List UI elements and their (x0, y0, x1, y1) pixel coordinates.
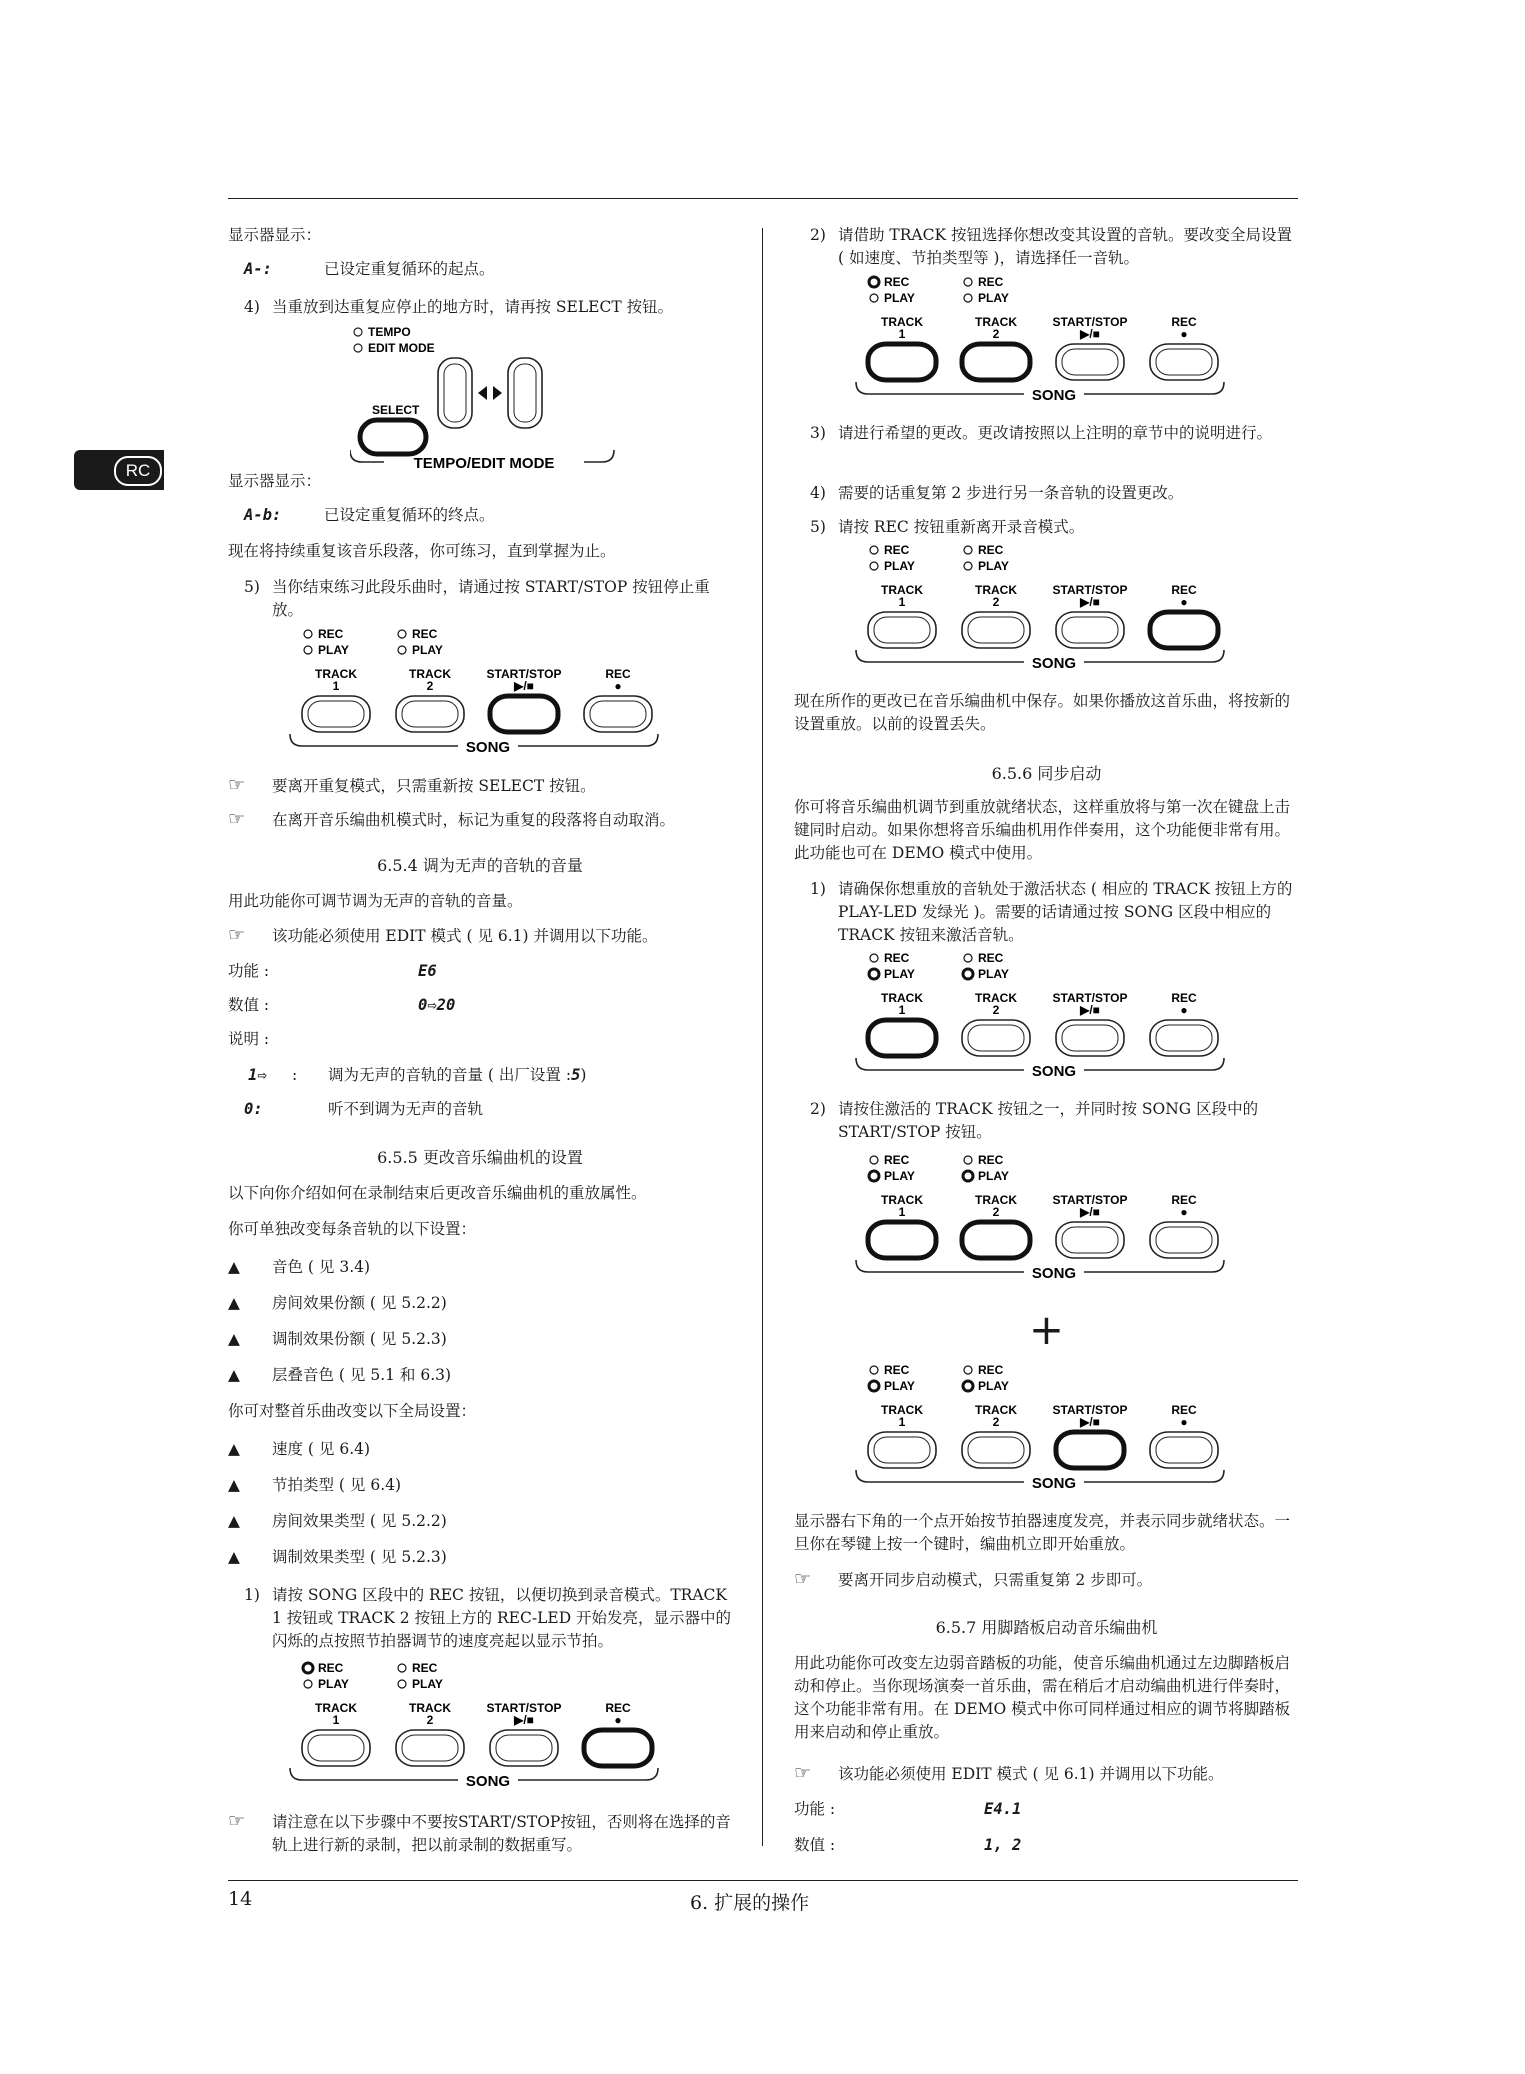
rec-led-label: REC (318, 627, 344, 641)
track2-number: 2 (992, 1205, 1000, 1219)
display-label: 显示器显示： (228, 226, 322, 244)
play-stop-icon: ▶/■ (1080, 1205, 1100, 1219)
section-text: 显示器右下角的一个点开始按节拍器速度发亮，并表示同步就绪状态。一旦你在琴键上按一个键时，编曲机立即开始重放。 (794, 1512, 1291, 1553)
play-led-icon (398, 1680, 406, 1688)
track1-button[interactable] (868, 1432, 936, 1468)
desc-text: 调为无声的音轨的音量 ( 出厂设置 : (328, 1066, 572, 1084)
note-text: 要离开同步启动模式，只需重复第 2 步即可。 (838, 1571, 1153, 1589)
play-led-icon (398, 646, 406, 654)
song-section-label: SONG (465, 1773, 511, 1790)
rec-led-icon (964, 278, 972, 286)
track1-label: TRACK (315, 667, 357, 681)
play-stop-icon: ▶/■ (1080, 1415, 1100, 1429)
track1-button[interactable] (868, 1222, 936, 1258)
track2-number: 2 (992, 595, 1000, 609)
play-led-icon (964, 294, 972, 302)
language-badge (74, 450, 164, 490)
rec-button-label: REC (605, 1701, 631, 1715)
start-stop-button[interactable] (490, 696, 558, 732)
section-heading-6-5-7: 6.5.7 用脚踏板启动音乐编曲机 (935, 1618, 1158, 1637)
list-item: 调制效果类型 ( 见 5.2.3) (272, 1548, 447, 1566)
track1-button[interactable] (302, 696, 370, 732)
bullet-triangle-icon: ▲ (228, 1548, 240, 1566)
display-code-ab: A-b: (244, 506, 282, 524)
section-heading-6-5-6: 6.5.6 同步启动 (991, 764, 1102, 783)
rec-led-icon (304, 630, 312, 638)
note-text: 该功能必须使用 EDIT 模式 ( 见 6.1) 并调用以下功能。 (838, 1765, 1224, 1783)
track2-button[interactable] (962, 612, 1030, 648)
track2-button[interactable] (962, 344, 1030, 380)
note-text: 请注意在以下步骤中不要按START/STOP按钮，否则将在选择的音轨上进行新的录制，把以前录制的数据重写。 (272, 1813, 731, 1854)
track2-label: TRACK (975, 1193, 1017, 1207)
list-item: 层叠音色 ( 见 5.1 和 6.3) (272, 1366, 452, 1384)
note-hand-icon: ☞ (228, 924, 246, 946)
step-number: 2) (810, 1100, 826, 1118)
step-text: 当你结束练习此段乐曲时，请通过按 START/STOP 按钮停止重放。 (272, 578, 710, 619)
rec-led-icon (870, 954, 878, 962)
top-rule (228, 198, 1298, 199)
step-number: 3) (810, 424, 826, 442)
track2-number: 2 (992, 327, 1000, 341)
track1-number: 1 (898, 1003, 906, 1017)
rec-dot-icon: ● (1180, 1003, 1188, 1017)
track1-button[interactable] (868, 612, 936, 648)
rec-button[interactable] (1150, 1222, 1218, 1258)
play-led-label: PLAY (978, 967, 1009, 981)
rec-led-icon (398, 1664, 406, 1672)
track2-button[interactable] (396, 1730, 464, 1766)
track2-label: TRACK (409, 1701, 451, 1715)
play-led-label: PLAY (884, 291, 915, 305)
note-hand-icon: ☞ (794, 1568, 812, 1590)
rec-led-icon (870, 1156, 878, 1164)
play-stop-icon: ▶/■ (514, 1713, 534, 1727)
display-label: 显示器显示： (228, 472, 322, 490)
track1-number: 1 (898, 595, 906, 609)
track1-number: 1 (898, 327, 906, 341)
song-panel (854, 1362, 1274, 1492)
start-stop-button[interactable] (490, 1730, 558, 1766)
arrow-right-icon (493, 386, 502, 400)
list-item: 调制效果份额 ( 见 5.2.3) (272, 1330, 447, 1348)
list-item: 房间效果类型 ( 见 5.2.2) (272, 1512, 447, 1530)
step-text: 需要的话重复第 2 步进行另一条音轨的设置更改。 (838, 484, 1184, 502)
start-stop-label: START/STOP (486, 667, 562, 681)
song-panel (854, 950, 1274, 1080)
tempo-edit-mode-label: TEMPO/EDIT MODE (413, 455, 555, 472)
song-panel (288, 1660, 708, 1790)
select-button[interactable] (360, 420, 426, 454)
desc-separator: : (292, 1066, 298, 1084)
play-led-icon (963, 1381, 973, 1391)
rec-button-label: REC (1171, 315, 1197, 329)
section-text: 用此功能你可调节调为无声的音轨的音量。 (228, 892, 523, 910)
play-stop-icon: ▶/■ (1080, 595, 1100, 609)
bullet-triangle-icon: ▲ (228, 1512, 240, 1530)
play-stop-icon: ▶/■ (1080, 327, 1100, 341)
song-section-label: SONG (1031, 387, 1077, 404)
step-text: 请按住激活的 TRACK 按钮之一，并同时按 SONG 区段中的 START/STOP 按钮。 (838, 1100, 1259, 1141)
desc-end: ) (580, 1066, 587, 1084)
rec-led-icon (869, 277, 879, 287)
rec-led-icon (964, 954, 972, 962)
step-text: 请借助 TRACK 按钮选择你想改变其设置的音轨。要改变全局设置 ( 如速度、节拍类型等 )，请选择任一音轨。 (838, 226, 1292, 267)
start-stop-label: START/STOP (1052, 1193, 1128, 1207)
track2-button[interactable] (396, 696, 464, 732)
track2-label: TRACK (975, 583, 1017, 597)
step-number: 4) (244, 298, 260, 316)
rec-led-icon (870, 546, 878, 554)
function-label: 功能 : (228, 962, 270, 980)
play-led-icon (869, 1171, 879, 1181)
chapter-title: 6. 扩展的操作 (690, 1892, 810, 1914)
track2-button[interactable] (962, 1432, 1030, 1468)
play-stop-icon: ▶/■ (1080, 1003, 1100, 1017)
section-heading-6-5-5: 6.5.5 更改音乐编曲机的设置 (377, 1148, 583, 1167)
section-text: 以下向你介绍如何在录制结束后更改音乐编曲机的重放属性。 (228, 1184, 647, 1202)
note-hand-icon: ☞ (228, 774, 246, 796)
song-panel (288, 626, 708, 756)
rec-dot-icon: ● (1180, 1205, 1188, 1219)
play-led-icon (964, 562, 972, 570)
play-stop-icon: ▶/■ (514, 679, 534, 693)
note-text: 在离开音乐编曲机模式时，标记为重复的段落将自动取消。 (272, 811, 676, 829)
song-panel (854, 274, 1274, 404)
rec-led-label: REC (978, 275, 1004, 289)
desc-default: 5 (571, 1066, 581, 1084)
plus-sign: + (1028, 1305, 1065, 1354)
track2-label: TRACK (409, 667, 451, 681)
value-label: 数值 : (228, 996, 270, 1014)
rec-dot-icon: ● (1180, 595, 1188, 609)
edit-mode-led-icon (354, 344, 362, 352)
select-label: SELECT (372, 403, 420, 417)
track2-number: 2 (992, 1415, 1000, 1429)
rec-button[interactable] (584, 696, 652, 732)
section-text: 你可对整首乐曲改变以下全局设置： (228, 1402, 477, 1420)
note-hand-icon: ☞ (228, 808, 246, 830)
step-number: 1) (244, 1586, 260, 1604)
display-code-a-desc: 已设定重复循环的起点。 (324, 260, 495, 278)
edit-mode-label: EDIT MODE (368, 341, 435, 355)
function-value: E4.1 (984, 1800, 1022, 1818)
start-stop-button[interactable] (1056, 1432, 1124, 1468)
play-led-icon (304, 646, 312, 654)
rec-led-icon (303, 1663, 313, 1673)
rec-led-label: REC (978, 543, 1004, 557)
play-led-label: PLAY (318, 643, 349, 657)
start-stop-button[interactable] (1056, 1020, 1124, 1056)
song-section-label: SONG (1031, 1265, 1077, 1282)
play-led-label: PLAY (412, 643, 443, 657)
step-number: 5) (810, 518, 826, 536)
rec-led-label: REC (978, 1153, 1004, 1167)
track2-number: 2 (426, 1713, 434, 1727)
description-label: 说明 : (228, 1030, 270, 1048)
note-text: 该功能必须使用 EDIT 模式 ( 见 6.1) 并调用以下功能。 (272, 927, 658, 945)
play-led-label: PLAY (318, 1677, 349, 1691)
column-divider (762, 228, 763, 1846)
start-stop-button[interactable] (1056, 344, 1124, 380)
track1-label: TRACK (881, 1403, 923, 1417)
start-stop-label: START/STOP (1052, 991, 1128, 1005)
song-section-label: SONG (1031, 1063, 1077, 1080)
song-section-label: SONG (1031, 1475, 1077, 1492)
rec-button[interactable] (1150, 1432, 1218, 1468)
tempo-led-icon (354, 328, 362, 336)
note-hand-icon: ☞ (794, 1762, 812, 1784)
rec-led-label: REC (412, 1661, 438, 1675)
step-number: 5) (244, 578, 260, 596)
play-led-label: PLAY (978, 1379, 1009, 1393)
play-led-label: PLAY (884, 1169, 915, 1183)
play-led-label: PLAY (884, 1379, 915, 1393)
track2-label: TRACK (975, 991, 1017, 1005)
track1-number: 1 (898, 1415, 906, 1429)
track2-button[interactable] (962, 1020, 1030, 1056)
rec-led-label: REC (884, 1153, 910, 1167)
left-arrow-button[interactable] (438, 358, 472, 428)
step-text: 请按 SONG 区段中的 REC 按钮，以便切换到录音模式。TRACK 1 按钮或 TRACK 2 按钮上方的 REC-LED 开始发亮，显示器中的闪烁的点按照节拍器调节的速度亮起以显示节拍。 (272, 1586, 732, 1650)
bullet-triangle-icon: ▲ (228, 1258, 240, 1276)
note-text: 要离开重复模式，只需重新按 SELECT 按钮。 (272, 777, 596, 795)
rec-led-label: REC (978, 1363, 1004, 1377)
track1-button[interactable] (868, 1020, 936, 1056)
section-text: 用此功能你可改变左边弱音踏板的功能，使音乐编曲机通过左边脚踏板启动和停止。当你现场演奏一首乐曲，需在稍后才启动编曲机进行伴奏时，这个功能非常有用。在 DEMO 模式中你可同样通过相应的调节将脚踏板用来启动和停止重放。 (794, 1654, 1291, 1741)
rec-led-icon (870, 1366, 878, 1374)
play-led-icon (304, 1680, 312, 1688)
bullet-triangle-icon: ▲ (228, 1440, 240, 1458)
list-item: 速度 ( 见 6.4) (272, 1440, 371, 1458)
rec-button-label: REC (1171, 583, 1197, 597)
track1-number: 1 (332, 679, 340, 693)
song-panel (854, 542, 1274, 672)
track1-button[interactable] (868, 344, 936, 380)
play-led-icon (869, 1381, 879, 1391)
song-section-label: SONG (465, 739, 511, 756)
value-range: 1, 2 (984, 1836, 1022, 1854)
select-panel (350, 322, 650, 482)
track1-number: 1 (332, 1713, 340, 1727)
rec-led-label: REC (884, 1363, 910, 1377)
start-stop-label: START/STOP (1052, 583, 1128, 597)
rec-led-label: REC (884, 951, 910, 965)
track1-label: TRACK (881, 583, 923, 597)
rec-led-label: REC (978, 951, 1004, 965)
section-text: 现在所作的更改已在音乐编曲机中保存。如果你播放这首乐曲，将按新的设置重放。以前的设置丢失。 (794, 692, 1291, 733)
rec-led-icon (398, 630, 406, 638)
display-code-a: A-: (244, 260, 272, 278)
rec-led-icon (964, 1156, 972, 1164)
step-number: 1) (810, 880, 826, 898)
step-text: 请进行希望的更改。更改请按照以上注明的章节中的说明进行。 (838, 424, 1273, 442)
play-led-icon (963, 1171, 973, 1181)
rec-dot-icon: ● (1180, 1415, 1188, 1429)
step-number: 4) (810, 484, 826, 502)
rec-button[interactable] (584, 1730, 652, 1766)
start-stop-label: START/STOP (1052, 315, 1128, 329)
rec-led-label: REC (884, 275, 910, 289)
song-section-label: SONG (1031, 655, 1077, 672)
rec-led-icon (964, 1366, 972, 1374)
list-item: 节拍类型 ( 见 6.4) (272, 1476, 402, 1494)
practice-text: 现在将持续重复该音乐段落，你可练习，直到掌握为止。 (228, 542, 616, 560)
display-code-ab-desc: 已设定重复循环的终点。 (324, 506, 495, 524)
desc-code: 1⇨ (248, 1066, 267, 1084)
rec-button[interactable] (1150, 1020, 1218, 1056)
play-led-label: PLAY (978, 559, 1009, 573)
track2-button[interactable] (962, 1222, 1030, 1258)
rec-button[interactable] (1150, 612, 1218, 648)
bullet-triangle-icon: ▲ (228, 1476, 240, 1494)
function-value: E6 (418, 962, 437, 980)
rec-button-label: REC (605, 667, 631, 681)
value-range: 0⇨20 (418, 996, 456, 1014)
start-stop-label: START/STOP (486, 1701, 562, 1715)
arrow-left-icon (478, 386, 487, 400)
page-number: 14 (228, 1888, 253, 1910)
track1-label: TRACK (881, 315, 923, 329)
rec-button-label: REC (1171, 991, 1197, 1005)
value-label: 数值 : (794, 1836, 836, 1854)
track2-number: 2 (426, 679, 434, 693)
play-led-label: PLAY (884, 967, 915, 981)
start-stop-button[interactable] (1056, 612, 1124, 648)
step-text: 请确保你想重放的音轨处于激活状态 ( 相应的 TRACK 按钮上方的 PLAY-LED 发绿光 )。需要的话请通过按 SONG 区段中相应的 TRACK 按钮来激活音轨。 (838, 880, 1293, 944)
track1-label: TRACK (881, 1193, 923, 1207)
note-hand-icon: ☞ (228, 1810, 246, 1832)
track2-number: 2 (992, 1003, 1000, 1017)
track1-number: 1 (898, 1205, 906, 1219)
rec-dot-icon: ● (614, 1713, 622, 1727)
play-led-icon (870, 294, 878, 302)
step-text: 请按 REC 按钮重新离开录音模式。 (838, 518, 1085, 536)
start-stop-button[interactable] (1056, 1222, 1124, 1258)
start-stop-label: START/STOP (1052, 1403, 1128, 1417)
play-led-icon (870, 562, 878, 570)
step-number: 2) (810, 226, 826, 244)
right-arrow-button[interactable] (508, 358, 542, 428)
rec-led-label: REC (318, 1661, 344, 1675)
play-led-label: PLAY (884, 559, 915, 573)
play-led-label: PLAY (978, 291, 1009, 305)
tempo-label: TEMPO (368, 325, 411, 339)
track1-button[interactable] (302, 1730, 370, 1766)
play-led-label: PLAY (412, 1677, 443, 1691)
function-label: 功能 : (794, 1800, 836, 1818)
track1-label: TRACK (315, 1701, 357, 1715)
desc-text: 听不到调为无声的音轨 (328, 1100, 484, 1118)
track2-label: TRACK (975, 315, 1017, 329)
play-led-icon (963, 969, 973, 979)
play-led-icon (869, 969, 879, 979)
rec-button-label: REC (1171, 1193, 1197, 1207)
list-item: 房间效果份额 ( 见 5.2.2) (272, 1294, 447, 1312)
rec-button-label: REC (1171, 1403, 1197, 1417)
bullet-triangle-icon: ▲ (228, 1294, 240, 1312)
section-text: 你可单独改变每条音轨的以下设置： (228, 1220, 477, 1238)
rec-led-label: REC (412, 627, 438, 641)
rec-led-label: REC (884, 543, 910, 557)
bullet-triangle-icon: ▲ (228, 1366, 240, 1384)
bullet-triangle-icon: ▲ (228, 1330, 240, 1348)
section-text: 你可将音乐编曲机调节到重放就绪状态，这样重放将与第一次在键盘上击键同时启动。如果你想将音乐编曲机用作伴奏用，这个功能便非常有用。此功能也可在 DEMO 模式中使用。 (794, 798, 1291, 862)
track2-label: TRACK (975, 1403, 1017, 1417)
bottom-rule (228, 1880, 1298, 1881)
section-heading-6-5-4: 6.5.4 调为无声的音轨的音量 (377, 856, 583, 875)
rec-dot-icon: ● (614, 679, 622, 693)
rec-dot-icon: ● (1180, 327, 1188, 341)
song-panel (854, 1152, 1274, 1282)
step-text: 当重放到达重复应停止的地方时，请再按 SELECT 按钮。 (272, 298, 674, 316)
language-badge-label: RC (114, 456, 162, 486)
rec-button[interactable] (1150, 344, 1218, 380)
desc-code: 0: (244, 1100, 263, 1118)
play-led-label: PLAY (978, 1169, 1009, 1183)
rec-led-icon (964, 546, 972, 554)
track1-label: TRACK (881, 991, 923, 1005)
list-item: 音色 ( 见 3.4) (272, 1258, 371, 1276)
